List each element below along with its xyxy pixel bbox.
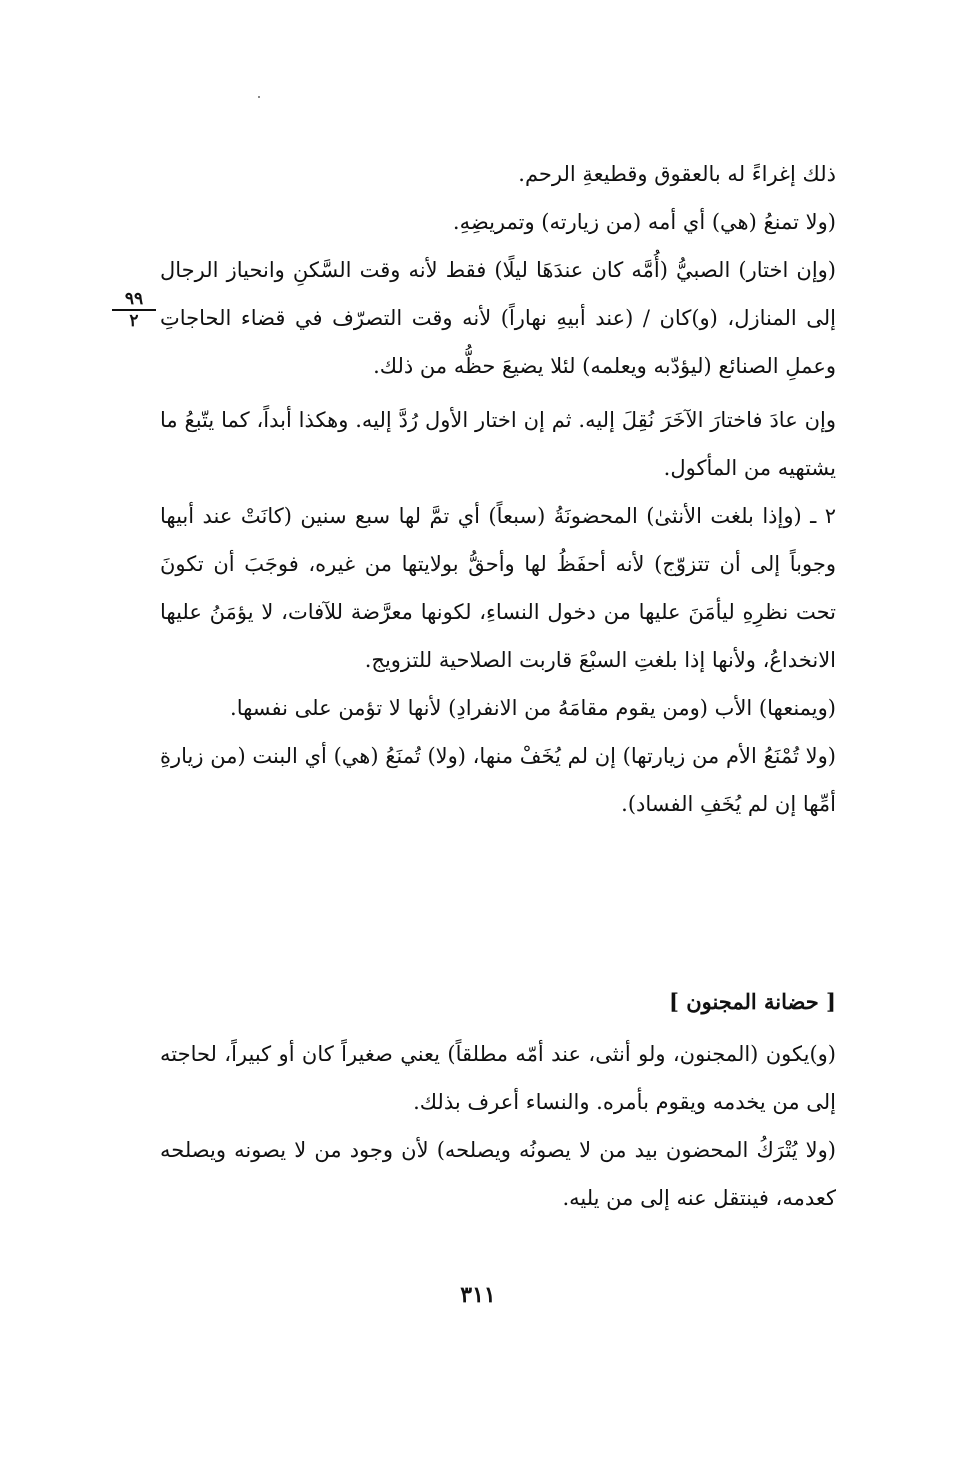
- main-text-upper: [160, 150, 836, 828]
- paragraph-7: (ولا تُمْنَعُ الأم من زيارتها) إن لم يُخَفْ منها، (ولا) تُمنَعُ (هي) أي البنت (من زيارةِ أمِّها إن لم يُخَفِ الفساد).: [160, 744, 836, 816]
- paragraph-4: وإن عادَ فاختارَ الآخَرَ نُقِلَ إليه. ثم إن اختار الأول رُدَّ إليه. وهكذا أبداً، كما يتّبعُ ما يشتهيه من المأكول.: [160, 408, 836, 480]
- paragraph-5: ٢ ـ (وإذا بلغت الأنثىٰ) المحضونَةُ (سبعاً) أي تمَّ لها سبع سنين (كانَتْ عند أبيها وجوباً إلى أن تتزوّج) لأنه أحفَظُ لها وأحقُّ بولايتها من غيره، فوجَبَ أن تكونَ تحت نظرِهِ ليأمَنَ عليها من دخول النساءِ، لكونها معرَّضة للآفات، لا يؤمَنُ عليها الانخداعُ، ولأنها إذا بلغتِ السبْعَ قاربت الصلاحية للتزويج.: [160, 504, 836, 672]
- paragraph-8: (و)يكون (المجنون، ولو أنثى، عند أمّه مطلقاً) يعني صغيراً كان أو كبيراً، لحاجته إلى من يخدمه ويقوم بأمره. والنساء أعرف بذلك.: [160, 1042, 836, 1114]
- section-heading: [ حضانة المجنون ]: [668, 989, 836, 1014]
- scan-speck: [258, 96, 260, 98]
- paragraph-9: (ولا يُتْرَكُ المحضون بيد من لا يصونُه ويصلحه) لأن وجود من لا يصونه ويصلحه كعدمه، فينتقل عنه إلى من يليه.: [160, 1138, 836, 1210]
- folio-number: ٩٩: [112, 290, 156, 311]
- manuscript-folio-reference: [112, 290, 156, 330]
- page-number: ٣١١: [460, 1282, 496, 1308]
- paragraph-6: (ويمنعها) الأب (ومن يقوم مقامَهُ من الانفرادِ) لأنها لا تؤمن على نفسها.: [230, 696, 836, 720]
- paragraph-2: (ولا تمنعُ (هي) أي أمه (من زيارته) وتمريضِهِ.: [452, 210, 836, 234]
- paragraph-3: (وإن اختار) الصبيُّ (أُمَّه كان عندَهَا ليلًا) فقط لأنه وقت السَّكنِ وانحياز الرجال إلى المنازل، (و)كان / (عند أبيهِ نهاراً) لأنه وقت التصرّف في قضاء الحاجاتِ وعملِ الصنائع (ليؤدّبه ويعلمه) لئلا يضيعَ حظُّه من ذلك.: [160, 258, 836, 378]
- paragraph-1: ذلك إغراءً له بالعقوق وقطيعةِ الرحم.: [518, 162, 836, 186]
- folio-side: ٢: [129, 311, 139, 331]
- main-text-lower: [160, 1030, 836, 1222]
